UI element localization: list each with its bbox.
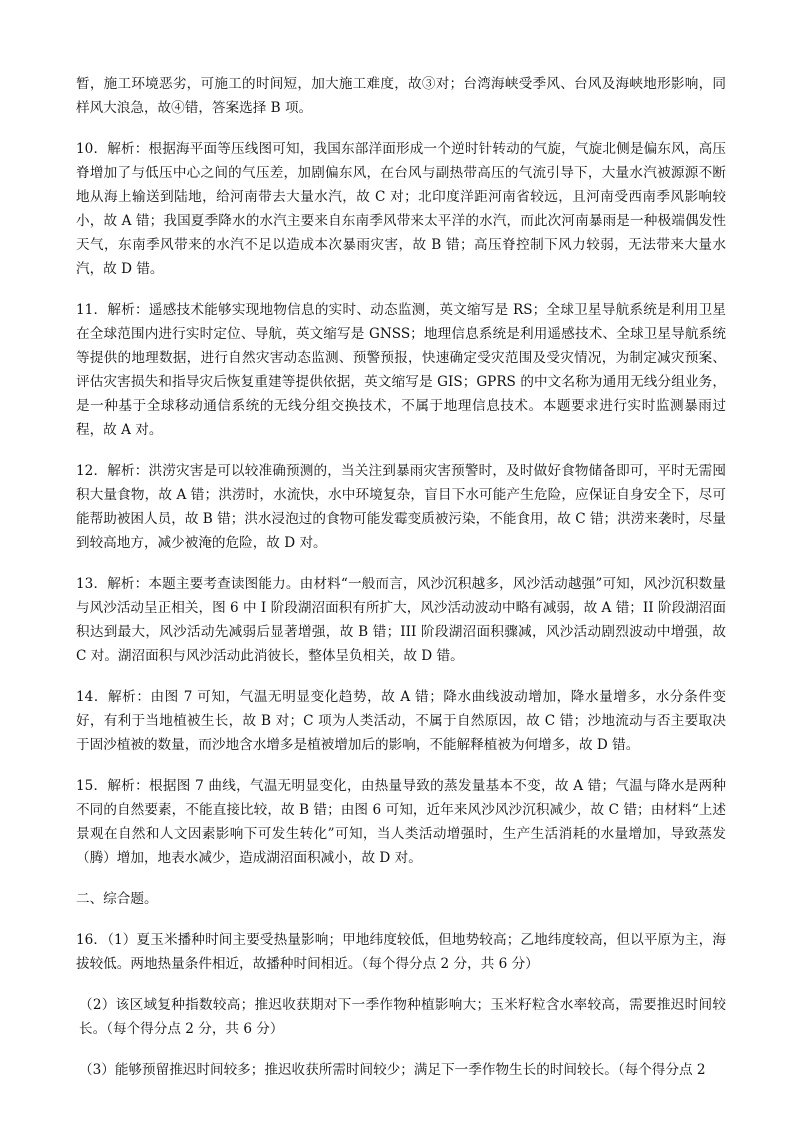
answer-16-part-3: （3）能够预留推迟时间较多；推迟收获所需时间较少；满足下一季作物生长的时间较长。（每个得分点 2 [79,1062,706,1078]
answer-15: 15．解析：根据图 7 曲线，气温无明显变化，由热量导致的蒸发量基本不变，故 A 错；气温与降水是两种不同的自然要素，不能直接比较，故 B 错；由图 6 可知，近年来风沙风沙沉积减少，故 C 错；由材料“上述景观在自然和人文因素影响下可发生转化”可知，当人类活动增强时，生产生活消耗的水量增加，导致蒸发（腾）增加，地表水减少，造成湖沼面积减小，故 D 对。 [76,778,726,866]
paragraph-continuation: 暂，施工环境恶劣，可施工的时间短，加大施工难度，故③对；台湾海峡受季风、台风及海峡地形影响，同样风大浪急，故④错，答案选择 B 项。 [76,76,726,116]
answer-16-part-1: 16．（1）夏玉米播种时间主要受热量影响；甲地纬度较低，但地势较高；乙地纬度较高，但以平原为主，海拔较低。两地热量条件相近，故播种时间相近。（每个得分点 2 分，共 6 分） [76,932,726,972]
answer-12: 12．解析：洪涝灾害是可以较准确预测的，当关注到暴雨灾害预警时，及时做好食物储备即可，平时无需囤积大量食物，故 A 错；洪涝时，水流快，水中环境复杂，盲目下水可能产生危险，应保证自身安全下，尽可能帮助被困人员，故 B 错；洪水浸泡过的食物可能发霉变质被污染，不能食用，故 C 错；洪涝来袭时，尽量到较高地方，减少被淹的危险，故 D 对。 [76,463,726,551]
answer-11: 11．解析：遥感技术能够实现地物信息的实时、动态监测，英文缩写是 RS；全球卫星导航系统是利用卫星在全球范围内进行实时定位、导航，英文缩写是 GNSS；地理信息系统是利用遥感技术、全球卫星导航系统等提供的地理数据，进行自然灾害动态监测、预警预报，快速确定受灾范围及受灾情况，为制定减灾预案、评估灾害损失和指导灾后恢复重建等提供依据，英文缩写是 GIS；GPRS 的中文名称为通用无线分组业务，是一种基于全球移动通信系统的无线分组交换技术，不属于地理信息技术。本题要求进行实时监测暴雨过程，故 A 对。 [76,302,726,438]
document-page [76,72,726,1099]
answer-16-part-2: （2）该区域复种指数较高；推迟收获期对下一季作物种植影响大；玉米籽粒含水率较高，需要推迟时间较长。（每个得分点 2 分，共 6 分） [79,997,726,1037]
answer-13: 13．解析：本题主要考查读图能力。由材料“一般而言，风沙沉积越多，风沙活动越强”可知，风沙沉积数量与风沙活动呈正相关，图 6 中 I 阶段湖沼面积有所扩大，风沙活动波动中略有减弱，故 A 错；II 阶段湖沼面积达到最大，风沙活动先减弱后显著增强，故 B 错；III 阶段湖沼面积骤减，风沙活动剧烈波动中增强，故 C 对。湖沼面积与风沙活动此消彼长，整体呈负相关，故 D 错。 [76,576,726,664]
answer-14: 14．解析：由图 7 可知，气温无明显变化趋势，故 A 错；降水曲线波动增加，降水量增多，水分条件变好，有利于当地植被生长，故 B 对；C 项为人类活动，不属于自然原因，故 C 错；沙地流动与否主要取决于固沙植被的数量，而沙地含水增多是植被增加后的影响，不能解释植被为何增多，故 D 错。 [76,689,726,753]
answer-10: 10．解析：根据海平面等压线图可知，我国东部洋面形成一个逆时针转动的气旋，气旋北侧是偏东风，高压脊增加了与低压中心之间的气压差，加剧偏东风，在台风与副热带高压的气流引导下，大量水汽被源源不断地从海上输送到陆地，给河南带去大量水汽，故 C 对；北印度洋距河南省较远，且河南受西南季风影响较小，故 A 错；我国夏季降水的水汽主要来自东南季风带来太平洋的水汽，而此次河南暴雨是一种极端偶发性天气，东南季风带来的水汽不足以造成本次暴雨灾害，故 B 错；高压脊控制下风力较弱，无法带来大量水汽，故 D 错。 [76,141,726,277]
section-heading: 二、综合题。 [76,891,158,907]
